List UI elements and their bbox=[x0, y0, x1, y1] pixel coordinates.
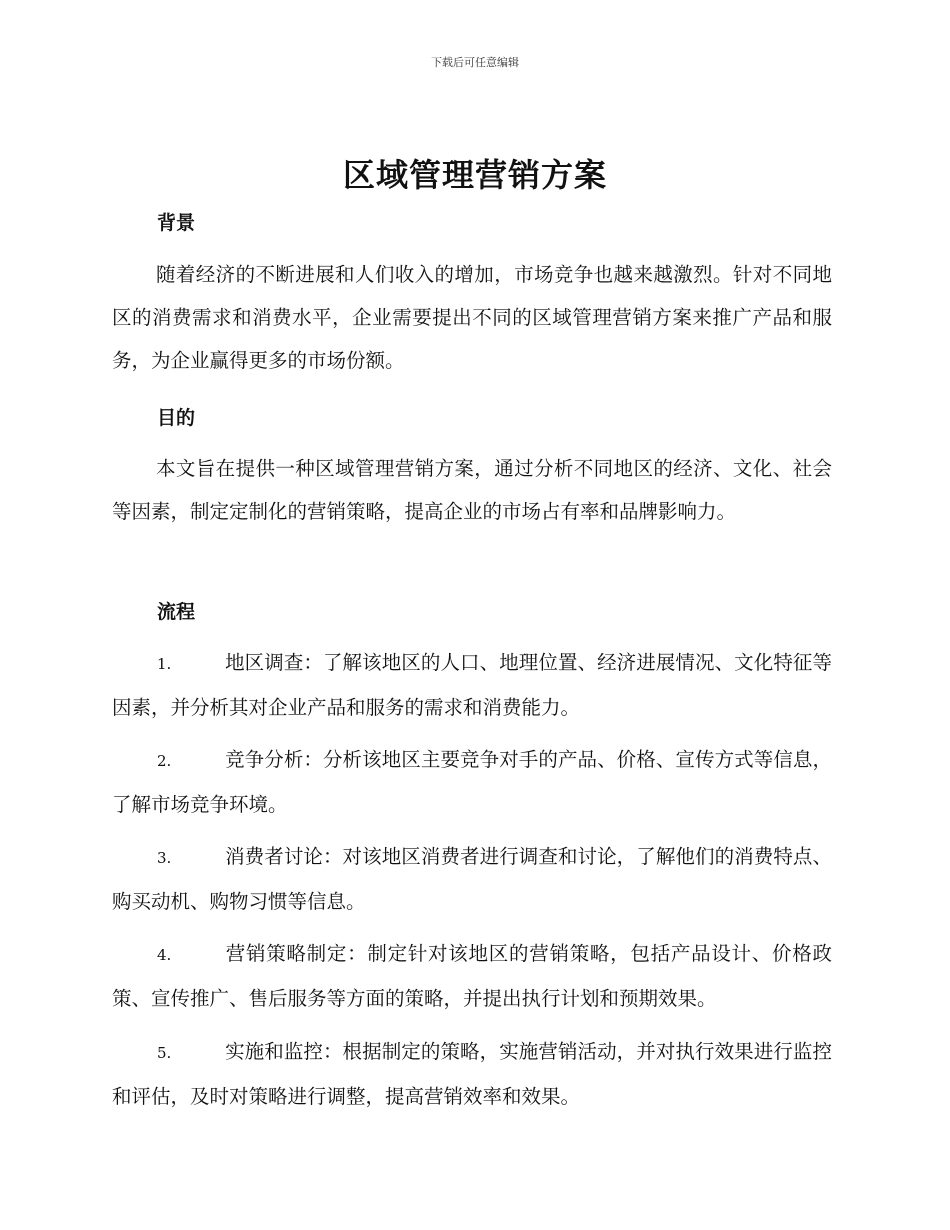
process-item-3 bbox=[112, 835, 832, 923]
document-title: 区域管理营销方案 bbox=[342, 156, 607, 194]
process-item-text: 地区调查：了解该地区的人口、地理位置、经济进展情况、文化特征等因素，并分析其对企业产品和服务的需求和消费能力。 bbox=[112, 651, 832, 719]
page-header-note: 下载后可任意编辑 bbox=[431, 56, 519, 69]
process-item-text: 竞争分析：分析该地区主要竞争对手的产品、价格、宣传方式等信息，了解市场竞争环境。 bbox=[112, 748, 832, 816]
background-paragraph: 随着经济的不断进展和人们收入的增加，市场竞争也越来越激烈。针对不同地区的消费需求和消费水平，企业需要提出不同的区域管理营销方案来推广产品和服务，为企业赢得更多的市场份额。 bbox=[112, 263, 832, 372]
purpose-paragraph: 本文旨在提供一种区域管理营销方案，通过分析不同地区的经济、文化、社会等因素，制定定制化的营销策略，提高企业的市场占有率和品牌影响力。 bbox=[112, 457, 832, 523]
process-item-2 bbox=[112, 738, 832, 826]
process-item-text: 消费者讨论：对该地区消费者进行调查和讨论，了解他们的消费特点、购买动机、购物习惯等信息。 bbox=[112, 845, 832, 913]
process-item-5 bbox=[112, 1030, 832, 1118]
process-item-text: 实施和监控：根据制定的策略，实施营销活动，并对执行效果进行监控和评估，及时对策略进行调整，提高营销效率和效果。 bbox=[112, 1040, 832, 1108]
process-item-text: 营销策略制定：制定针对该地区的营销策略，包括产品设计、价格政策、宣传推广、售后服务等方面的策略，并提出执行计划和预期效果。 bbox=[112, 942, 832, 1010]
list-number: 3. bbox=[157, 849, 172, 867]
section-heading-process: 流程 bbox=[157, 601, 196, 623]
section-heading-background: 背景 bbox=[157, 212, 196, 234]
process-item-4 bbox=[112, 932, 832, 1020]
list-number: 1. bbox=[157, 655, 172, 673]
section-heading-purpose: 目的 bbox=[157, 407, 196, 429]
list-number: 4. bbox=[157, 946, 172, 964]
process-item-1 bbox=[112, 641, 832, 729]
list-number: 5. bbox=[157, 1044, 172, 1062]
list-number: 2. bbox=[157, 752, 172, 770]
